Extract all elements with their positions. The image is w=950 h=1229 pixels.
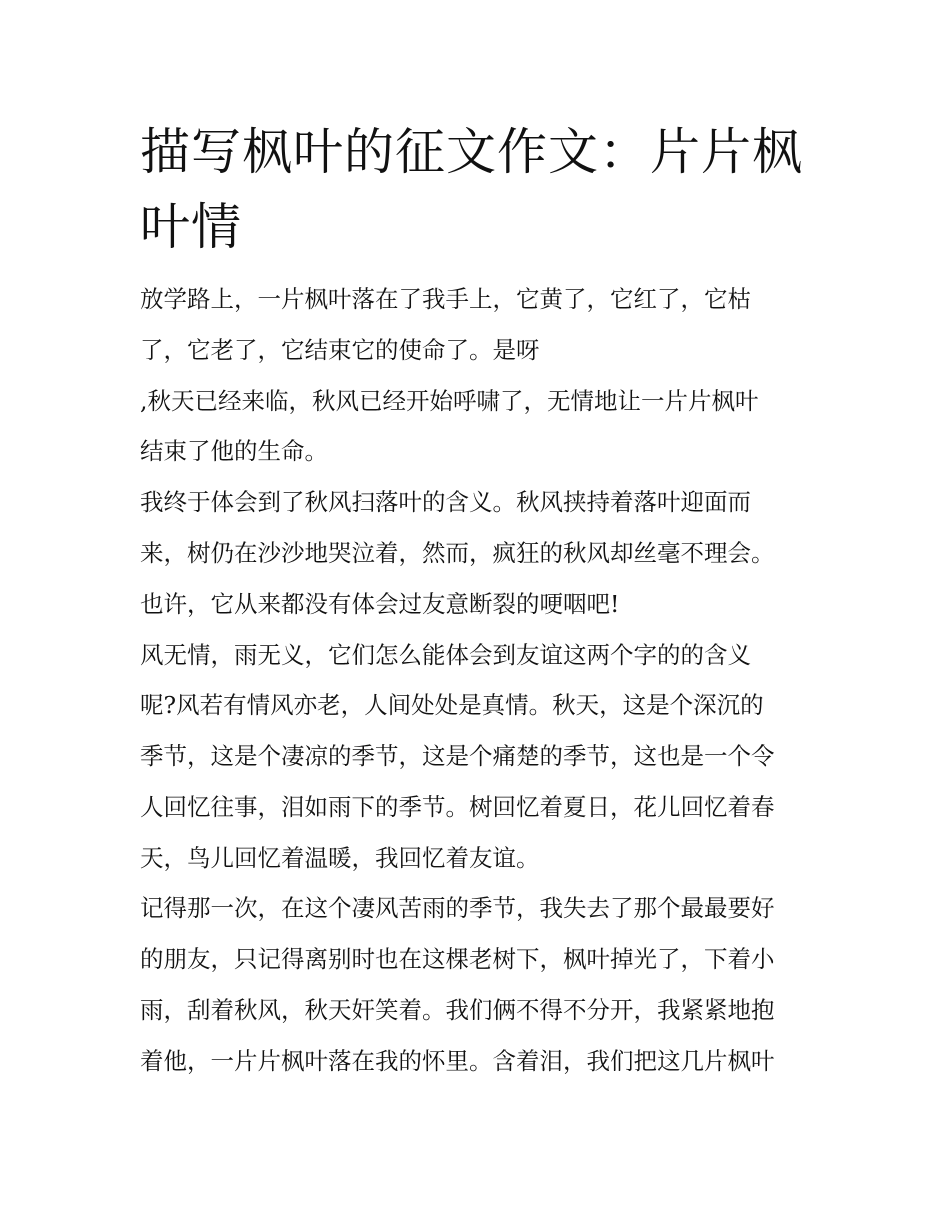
- body-line: 着他，一片片枫叶落在我的怀里。含着泪，我们把这几片枫叶: [140, 1047, 775, 1075]
- body-line: 了，它老了，它结束它的使命了。是呀: [140, 336, 540, 364]
- body-line: 人回忆往事，泪如雨下的季节。树回忆着夏日，花儿回忆着春: [140, 793, 775, 821]
- body-line: 季节，这是个凄凉的季节，这是个痛楚的季节，这也是一个令: [140, 742, 775, 770]
- body-line: 也许，它从来都没有体会过友意断裂的哽咽吧!: [140, 590, 620, 618]
- body-line: ,秋天已经来临，秋风已经开始呼啸了，无情地让一片片枫叶: [140, 387, 759, 415]
- body-line: 风无情，雨无义，它们怎么能体会到友谊这两个字的的含义: [140, 641, 751, 669]
- body-line: 放学路上，一片枫叶落在了我手上，它黄了，它红了，它枯: [140, 285, 751, 313]
- body-line: 记得那一次，在这个凄风苦雨的季节，我失去了那个最最要好: [140, 894, 775, 922]
- body-line: 我终于体会到了秋风扫落叶的含义。秋风挟持着落叶迎面而: [140, 488, 751, 516]
- body-line: 天，鸟儿回忆着温暖，我回忆着友谊。: [140, 844, 540, 872]
- body-line: 呢?风若有情风亦老，人间处处是真情。秋天，这是个深沉的: [140, 691, 764, 719]
- body-line: 雨，刮着秋风，秋天奸笑着。我们俩不得不分开，我紧紧地抱: [140, 996, 775, 1024]
- body-line: 结束了他的生命。: [140, 437, 328, 465]
- document-title: 描写枫叶的征文作文：片片枫叶情: [140, 123, 803, 256]
- body-line: 来，树仍在沙沙地哭泣着，然而，疯狂的秋风却丝毫不理会。: [140, 539, 775, 567]
- body-line: 的朋友，只记得离别时也在这棵老树下，枫叶掉光了，下着小: [140, 945, 775, 973]
